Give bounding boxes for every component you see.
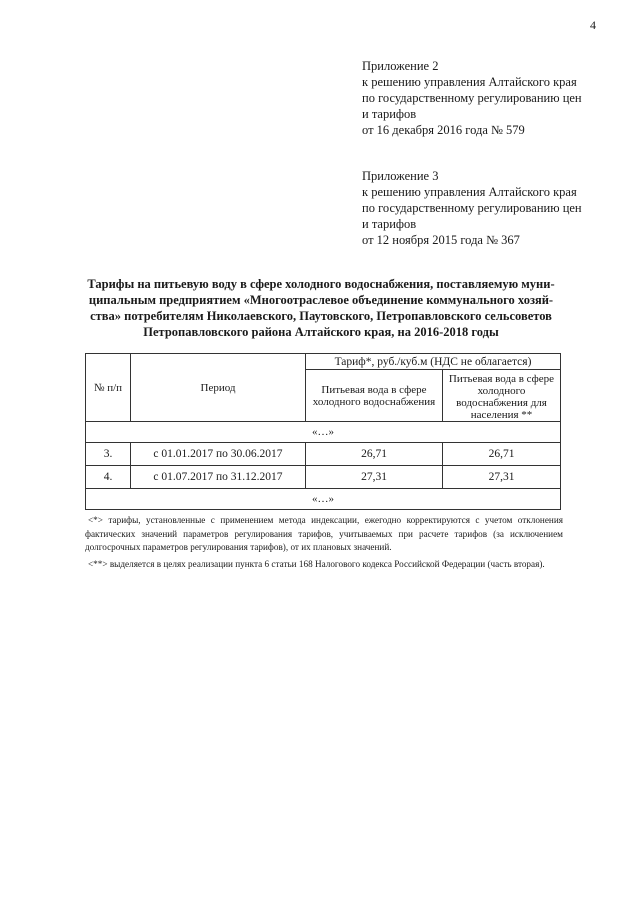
appendix-3-line: от 12 ноября 2015 года № 367 [362,233,520,247]
cell-tariff-general: 26,71 [306,443,443,466]
footnotes [85,514,563,574]
document-title [86,276,556,340]
appendix-3-line: и тарифов [362,217,417,231]
table-row [86,466,561,489]
footnote-2: <**> выделяется в целях реализации пункта 6 статьи 168 Налогового кодекса Российской Федерации (часть вторая). [88,558,545,569]
cell-period: с 01.01.2017 по 30.06.2017 [131,443,306,466]
appendix-2-line: Приложение 2 [362,59,439,73]
appendix-3-header [362,168,602,248]
page-number: 4 [590,18,596,32]
cell-tariff-general: 27,31 [306,466,443,489]
header-number: № п/п [86,354,131,422]
table-row [86,422,561,443]
table-header-row [86,354,561,370]
header-period: Период [131,354,306,422]
tariff-table [85,353,561,510]
cell-period: с 01.07.2017 по 31.12.2017 [131,466,306,489]
appendix-2-line: и тарифов [362,107,417,121]
ellipsis-cell: «…» [86,422,561,443]
header-water-general: Питьевая вода в сфере холодного водоснабжения [306,370,443,422]
title-line: ципальным предприятием «Многоотраслевое объединение коммунального хозяй- [88,293,554,307]
header-tariff: Тариф*, руб./куб.м (НДС не облагается) [306,354,561,370]
cell-number: 3. [86,443,131,466]
cell-tariff-population: 27,31 [443,466,561,489]
appendix-2-header [362,58,602,138]
title-line: ства» потребителям Николаевского, Паутовского, Петропавловского сельсоветов [90,309,552,323]
title-line: Тарифы на питьевую воду в сфере холодного водоснабжения, поставляемую муни- [87,277,555,291]
cell-tariff-population: 26,71 [443,443,561,466]
table-row [86,489,561,510]
cell-number: 4. [86,466,131,489]
appendix-2-line: по государственному регулированию цен [362,91,582,105]
title-line: Петропавловского района Алтайского края, на 2016-2018 годы [143,325,499,339]
header-water-population: Питьевая вода в сфере холодного водоснабжения для населения ** [443,370,561,422]
footnote-1: <*> тарифы, установленные с применением метода индексации, ежегодно корректируются с учетом отклонения фактических значений параметров регулирования тарифов, учитываемых при расчете тарифов (за исключением долгосрочных параметров регулирования тарифов), от их плановых значений. [85,515,563,552]
appendix-2-line: к решению управления Алтайского края [362,75,577,89]
ellipsis-cell: «…» [86,489,561,510]
appendix-3-line: по государственному регулированию цен [362,201,582,215]
appendix-2-line: от 16 декабря 2016 года № 579 [362,123,525,137]
table-row [86,443,561,466]
appendix-3-line: Приложение 3 [362,169,439,183]
appendix-3-line: к решению управления Алтайского края [362,185,577,199]
